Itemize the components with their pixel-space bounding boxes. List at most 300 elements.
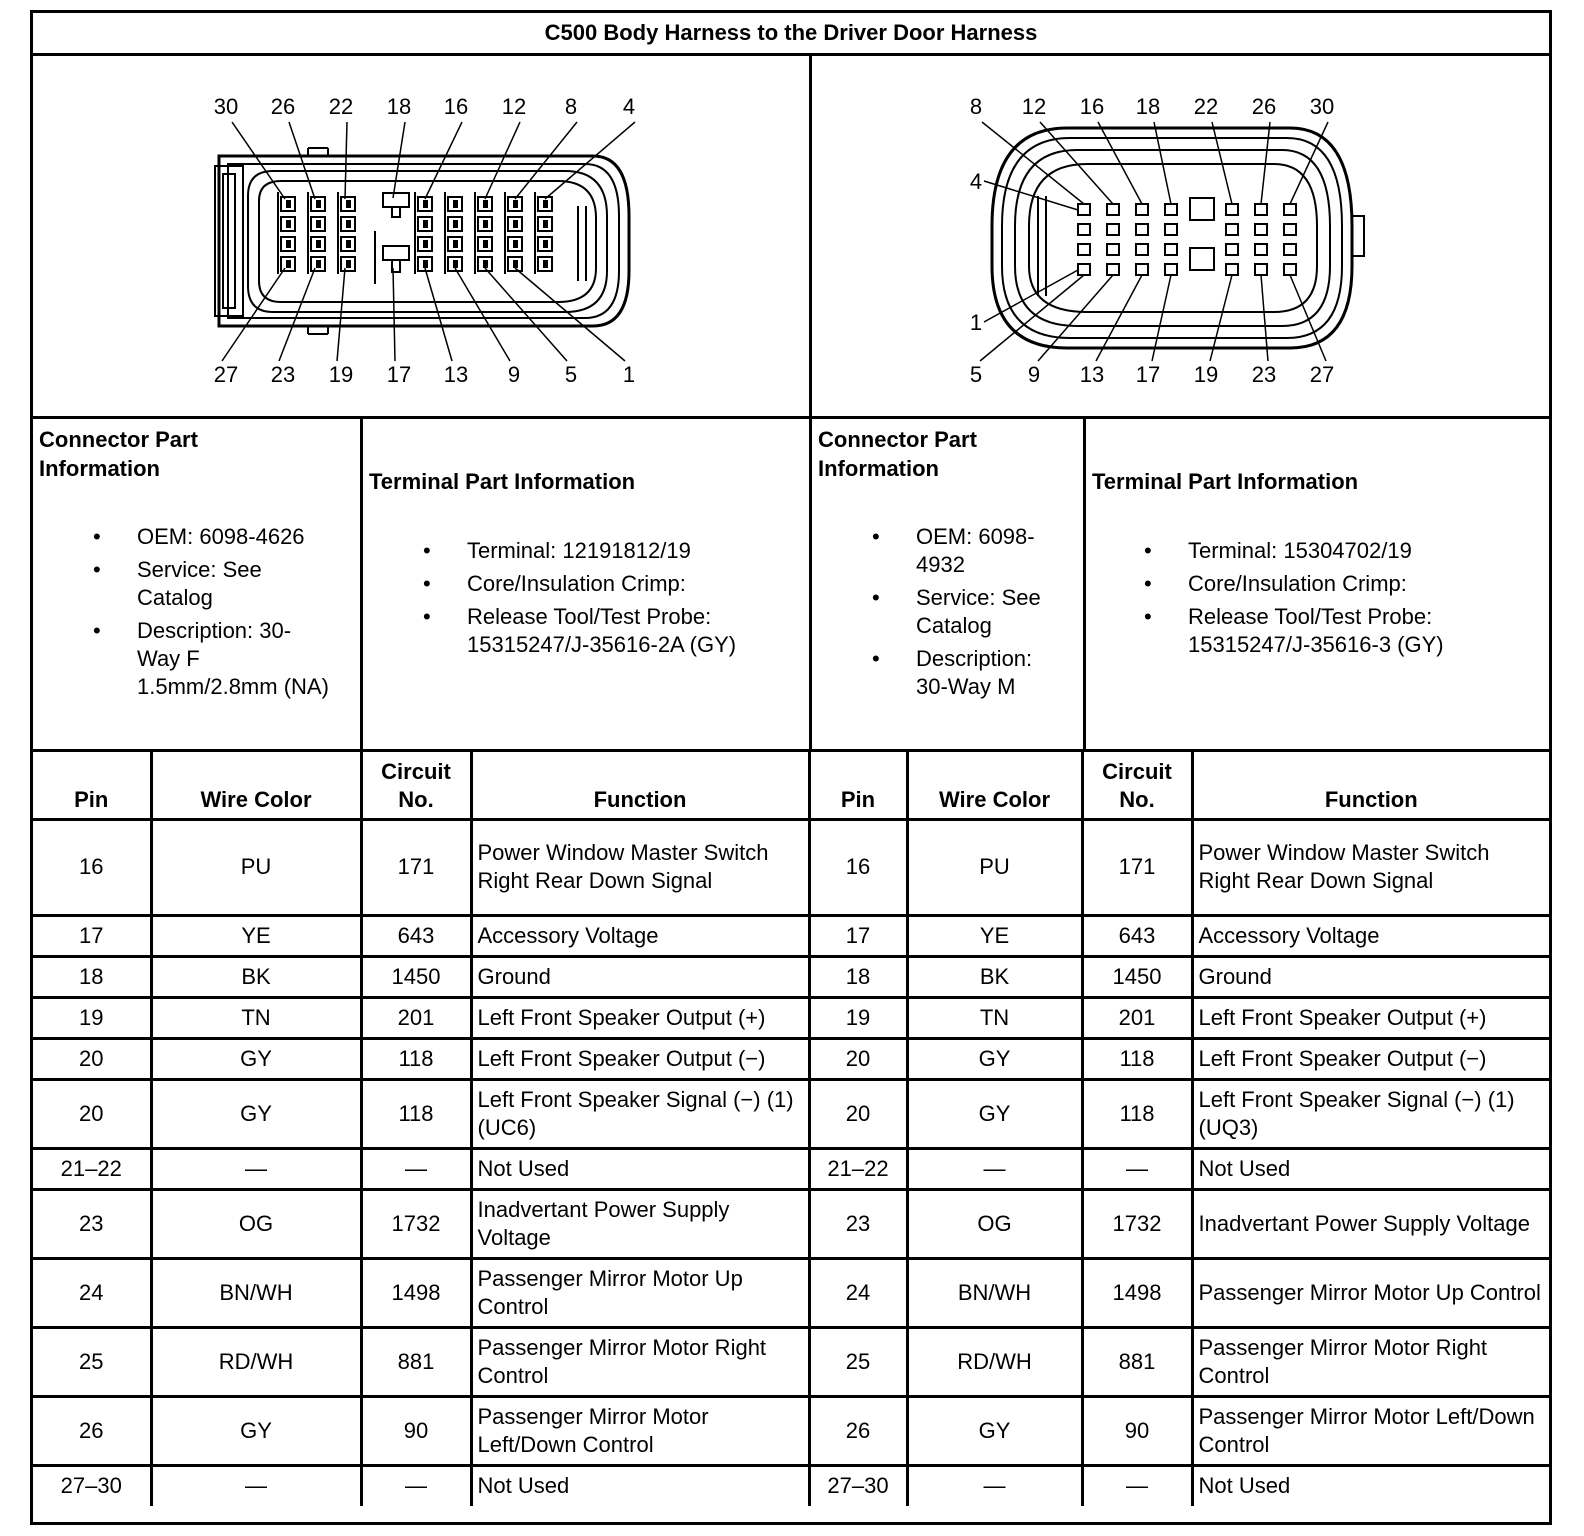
pin-cell: 19 (809, 997, 907, 1038)
circuit-cell: 201 (361, 997, 471, 1038)
terminal-contact (286, 200, 291, 208)
circuit-cell: 118 (1082, 1038, 1192, 1079)
terminal-contact (543, 220, 548, 228)
pin-label-bottom: 1 (622, 362, 636, 387)
leader-line (279, 268, 315, 361)
terminal-pin (1136, 264, 1148, 275)
right-terminal-grid (1078, 204, 1296, 275)
right-connector-info-list (872, 523, 1041, 706)
page-title: C500 Body Harness to the Driver Door Harness (33, 13, 1549, 56)
terminal-pin (1284, 224, 1296, 235)
right-connector-info (812, 419, 1086, 749)
pin-label-bottom: 9 (507, 362, 521, 387)
pin-label-top: 8 (969, 94, 983, 119)
table-row (33, 1038, 1549, 1079)
terminal-pin (1255, 204, 1267, 215)
table-row (33, 1079, 1549, 1148)
harness-document (30, 10, 1552, 1525)
terminal-contact (316, 200, 321, 208)
pin-label-top: 4 (622, 94, 636, 119)
terminal-pin (1165, 244, 1177, 255)
terminal-contact (513, 200, 518, 208)
leader-line (393, 122, 405, 198)
function-cell: Ground (1192, 956, 1549, 997)
header-pin: Pin (809, 749, 907, 819)
terminal-pin (1284, 244, 1296, 255)
release-tool-text: 15315247/J-35616-3 (GY) (1188, 632, 1444, 657)
leader-line (455, 268, 510, 361)
wire-color-cell: — (907, 1148, 1082, 1189)
pin-cell: 19 (33, 997, 151, 1038)
circuit-cell: 118 (361, 1079, 471, 1148)
pin-label-bottom: 17 (386, 362, 412, 387)
left-connector-info-list (93, 523, 329, 706)
circuit-cell: 90 (1082, 1396, 1192, 1465)
function-cell: Passenger Mirror Motor Right Control (471, 1327, 809, 1396)
terminal-pin (1136, 204, 1148, 215)
service-text: Catalog (916, 613, 992, 638)
wire-color-cell: PU (907, 819, 1082, 915)
function-cell: Left Front Speaker Output (+) (1192, 997, 1549, 1038)
terminal-item (1144, 537, 1444, 565)
wire-color-cell: — (907, 1465, 1082, 1506)
wire-color-cell: YE (907, 915, 1082, 956)
pin-label-top: 26 (1251, 94, 1277, 119)
function-cell: Passenger Mirror Motor Right Control (1192, 1327, 1549, 1396)
wire-color-cell: — (151, 1148, 361, 1189)
function-cell: Not Used (471, 1148, 809, 1189)
pin-cell: 16 (809, 819, 907, 915)
leader-line (515, 268, 625, 361)
terminal-pin (1165, 264, 1177, 275)
terminal-pin (1136, 244, 1148, 255)
pin-label-bottom: 13 (443, 362, 469, 387)
bullet: • (1144, 604, 1152, 629)
connector-diagrams (33, 56, 1549, 419)
pin-cell: 21–22 (809, 1148, 907, 1189)
terminal-contact (543, 200, 548, 208)
terminal-pin (1255, 264, 1267, 275)
circuit-cell: 881 (361, 1327, 471, 1396)
leader-line (222, 268, 285, 361)
wire-color-cell: GY (907, 1038, 1082, 1079)
function-cell: Left Front Speaker Signal (−) (1) (UQ3) (1192, 1079, 1549, 1148)
terminal-pin (1255, 244, 1267, 255)
pin-label-bottom: 27 (1309, 362, 1335, 387)
wire-color-cell: GY (151, 1396, 361, 1465)
service-item (93, 556, 329, 612)
wire-color-cell: YE (151, 915, 361, 956)
table-row (33, 1148, 1549, 1189)
heading-line: Connector Part (39, 427, 198, 452)
description-item (872, 645, 1041, 701)
table-header-row (33, 749, 1549, 819)
wire-color-cell: OG (907, 1189, 1082, 1258)
bullet: • (93, 618, 101, 643)
right-terminal-info (1086, 419, 1549, 749)
service-text: Service: See (916, 585, 1041, 610)
pin-label-bottom: 19 (1193, 362, 1219, 387)
wire-color-cell: RD/WH (907, 1327, 1082, 1396)
function-cell: Ground (471, 956, 809, 997)
description-text: 1.5mm/2.8mm (NA) (137, 674, 329, 699)
terminal-contact (346, 220, 351, 228)
pin-cell: 17 (809, 915, 907, 956)
left-connector-drawing (33, 56, 809, 416)
terminal-text: Terminal: 15304702/19 (1188, 538, 1412, 563)
terminal-contact (543, 240, 548, 248)
circuit-cell: — (361, 1148, 471, 1189)
wire-color-cell: PU (151, 819, 361, 915)
terminal-contact (513, 240, 518, 248)
table-row (33, 1327, 1549, 1396)
oem-text: OEM: 6098-4626 (137, 524, 305, 549)
crimp-item (423, 570, 736, 598)
pin-cell: 25 (809, 1327, 907, 1396)
terminal-contact (513, 260, 518, 268)
bullet: • (1144, 538, 1152, 563)
part-information (33, 419, 1549, 752)
header-circuit-line: No. (1119, 786, 1155, 812)
wire-color-cell: BN/WH (151, 1258, 361, 1327)
terminal-contact (423, 260, 428, 268)
header-circuit-line: No. (398, 786, 434, 812)
function-cell: Not Used (1192, 1148, 1549, 1189)
wire-color-cell: OG (151, 1189, 361, 1258)
description-text: Description: (916, 646, 1033, 671)
pin-label-bottom: 23 (270, 362, 296, 387)
terminal-pin (1284, 264, 1296, 275)
function-cell: Not Used (471, 1465, 809, 1506)
right-connector-info-heading (818, 425, 977, 483)
pin-label-top: 26 (270, 94, 296, 119)
circuit-cell: 171 (361, 819, 471, 915)
pin-label-side: 4 (969, 169, 983, 194)
oem-text: 4932 (916, 552, 965, 577)
function-cell: Passenger Mirror Motor Up Control (1192, 1258, 1549, 1327)
terminal-contact (346, 200, 351, 208)
terminal-contact (286, 260, 291, 268)
terminal-pin (1165, 224, 1177, 235)
pin-label-bottom: 27 (213, 362, 239, 387)
pin-label-side: 1 (969, 310, 983, 335)
terminal-pin (1165, 204, 1177, 215)
pin-cell: 26 (33, 1396, 151, 1465)
pin-cell: 27–30 (33, 1465, 151, 1506)
function-cell: Left Front Speaker Output (+) (471, 997, 809, 1038)
terminal-item (423, 537, 736, 565)
leader-line (345, 122, 347, 199)
table-row (33, 956, 1549, 997)
pin-cell: 20 (33, 1038, 151, 1079)
circuit-cell: — (361, 1465, 471, 1506)
bullet: • (93, 524, 101, 549)
table-row (33, 1396, 1549, 1465)
right-terminal-info-list (1144, 537, 1444, 664)
leader-line (515, 122, 577, 199)
function-cell: Left Front Speaker Signal (−) (1) (UC6) (471, 1079, 809, 1148)
terminal-pin (1136, 224, 1148, 235)
terminal-contact (423, 200, 428, 208)
pin-label-top: 18 (1135, 94, 1161, 119)
circuit-cell: 1498 (361, 1258, 471, 1327)
pin-cell: 23 (809, 1189, 907, 1258)
pin-cell: 25 (33, 1327, 151, 1396)
function-cell: Passenger Mirror Motor Left/Down Control (1192, 1396, 1549, 1465)
pin-cell: 18 (33, 956, 151, 997)
leader-line (337, 268, 345, 361)
pin-label-top: 30 (213, 94, 239, 119)
terminal-pin (1078, 224, 1090, 235)
terminal-contact (483, 220, 488, 228)
header-circuit (361, 749, 471, 819)
terminal-pin (1226, 204, 1238, 215)
table-row (33, 1189, 1549, 1258)
pin-cell: 26 (809, 1396, 907, 1465)
release-tool-text: Release Tool/Test Probe: (467, 604, 712, 629)
pin-cell: 20 (33, 1079, 151, 1148)
leader-line (232, 122, 285, 199)
bullet: • (1144, 571, 1152, 596)
crimp-text: Core/Insulation Crimp: (1188, 571, 1407, 596)
terminal-pin (1226, 264, 1238, 275)
pin-cell: 17 (33, 915, 151, 956)
terminal-contact (316, 260, 321, 268)
left-terminal-info-heading: Terminal Part Information (369, 469, 636, 494)
pin-label-top: 16 (1079, 94, 1105, 119)
pin-label-top: 18 (386, 94, 412, 119)
terminal-contact (286, 240, 291, 248)
terminal-pin (1078, 264, 1090, 275)
circuit-cell: 171 (1082, 819, 1192, 915)
bullet: • (423, 604, 431, 629)
terminal-text: Terminal: 12191812/19 (467, 538, 691, 563)
bullet: • (423, 571, 431, 596)
circuit-cell: 881 (1082, 1327, 1192, 1396)
terminal-contact (483, 260, 488, 268)
description-text: Way F (137, 646, 200, 671)
terminal-pin (1226, 224, 1238, 235)
table-row (33, 1258, 1549, 1327)
header-wire-color: Wire Color (907, 749, 1082, 819)
pin-label-bottom: 5 (969, 362, 983, 387)
pin-label-bottom: 19 (328, 362, 354, 387)
terminal-contact (453, 260, 458, 268)
terminal-pin (1284, 204, 1296, 215)
pin-cell: 16 (33, 819, 151, 915)
circuit-cell: 643 (1082, 915, 1192, 956)
pin-label-top: 30 (1309, 94, 1335, 119)
terminal-pin (1078, 204, 1090, 215)
release-tool-text: 15315247/J-35616-2A (GY) (467, 632, 737, 657)
terminal-contact (423, 240, 428, 248)
header-function: Function (1192, 749, 1549, 819)
pin-label-bottom: 17 (1135, 362, 1161, 387)
terminal-contact (316, 240, 321, 248)
function-cell: Power Window Master Switch Right Rear Down Signal (471, 819, 809, 915)
circuit-cell: 1732 (1082, 1189, 1192, 1258)
leader-line (393, 268, 395, 361)
bullet: • (93, 557, 101, 582)
pin-label-top: 22 (1193, 94, 1219, 119)
service-item (872, 584, 1041, 640)
right-terminal-info-heading: Terminal Part Information (1092, 469, 1359, 494)
bullet: • (423, 538, 431, 563)
circuit-cell: — (1082, 1465, 1192, 1506)
leader-line (1290, 122, 1328, 204)
wire-color-cell: GY (151, 1079, 361, 1148)
header-pin: Pin (33, 749, 151, 819)
pin-cell: 23 (33, 1189, 151, 1258)
pin-cell: 20 (809, 1038, 907, 1079)
circuit-cell: 201 (1082, 997, 1192, 1038)
wire-color-cell: GY (151, 1038, 361, 1079)
terminal-contact (453, 240, 458, 248)
leader-line (425, 268, 452, 361)
circuit-cell: 118 (1082, 1079, 1192, 1148)
table-row (33, 915, 1549, 956)
pin-cell: 27–30 (809, 1465, 907, 1506)
circuit-cell: — (1082, 1148, 1192, 1189)
header-circuit-line: Circuit (381, 758, 451, 784)
wire-color-cell: — (151, 1465, 361, 1506)
terminal-pin (1226, 244, 1238, 255)
function-cell: Left Front Speaker Output (−) (1192, 1038, 1549, 1079)
wire-color-cell: RD/WH (151, 1327, 361, 1396)
description-item (93, 617, 329, 701)
function-cell: Inadvertant Power Supply Voltage (471, 1189, 809, 1258)
pin-label-bottom: 9 (1027, 362, 1041, 387)
pin-label-top: 16 (443, 94, 469, 119)
terminal-contact (286, 220, 291, 228)
leader-line (545, 122, 635, 199)
pin-label-top: 12 (1021, 94, 1047, 119)
terminal-pin (1107, 224, 1119, 235)
heading-line: Connector Part (818, 427, 977, 452)
pin-label-bottom: 5 (564, 362, 578, 387)
left-terminal-info-list (423, 537, 737, 664)
header-circuit (1082, 749, 1192, 819)
terminal-pin (1107, 204, 1119, 215)
heading-line: Information (39, 456, 160, 481)
left-terminal-grid (278, 192, 552, 274)
pin-cell: 18 (809, 956, 907, 997)
pin-cell: 20 (809, 1079, 907, 1148)
header-wire-color: Wire Color (151, 749, 361, 819)
terminal-contact (513, 220, 518, 228)
bullet: • (872, 646, 880, 671)
terminal-pin (1255, 224, 1267, 235)
pin-label-top: 22 (328, 94, 354, 119)
pin-cell: 24 (33, 1258, 151, 1327)
wire-color-cell: TN (907, 997, 1082, 1038)
header-function: Function (471, 749, 809, 819)
right-connector-drawing (812, 56, 1549, 416)
release-tool-text: Release Tool/Test Probe: (1188, 604, 1433, 629)
pin-label-bottom: 13 (1079, 362, 1105, 387)
table-row (33, 819, 1549, 915)
circuit-cell: 643 (361, 915, 471, 956)
circuit-cell: 118 (361, 1038, 471, 1079)
terminal-pin (1107, 244, 1119, 255)
terminal-contact (453, 220, 458, 228)
pin-cell: 21–22 (33, 1148, 151, 1189)
function-cell: Inadvertant Power Supply Voltage (1192, 1189, 1549, 1258)
wire-color-cell: TN (151, 997, 361, 1038)
wire-color-cell: BN/WH (907, 1258, 1082, 1327)
terminal-contact (543, 260, 548, 268)
terminal-contact (483, 200, 488, 208)
function-cell: Not Used (1192, 1465, 1549, 1506)
terminal-pin (1078, 244, 1090, 255)
crimp-item (1144, 570, 1444, 598)
terminal-contact (483, 240, 488, 248)
pin-label-bottom: 23 (1251, 362, 1277, 387)
leader-line (289, 122, 315, 199)
function-cell: Accessory Voltage (1192, 915, 1549, 956)
description-text: 30-Way M (916, 674, 1016, 699)
wire-color-cell: GY (907, 1079, 1082, 1148)
right-connector-diagram (812, 56, 1549, 416)
terminal-contact (346, 240, 351, 248)
circuit-cell: 1450 (1082, 956, 1192, 997)
release-tool-item (423, 603, 737, 659)
pin-label-top: 8 (564, 94, 578, 119)
function-cell: Left Front Speaker Output (−) (471, 1038, 809, 1079)
table-row (33, 1465, 1549, 1506)
terminal-contact (346, 260, 351, 268)
oem-item (872, 523, 1041, 579)
pin-cell: 24 (809, 1258, 907, 1327)
oem-text: OEM: 6098- (916, 524, 1035, 549)
crimp-text: Core/Insulation Crimp: (467, 571, 686, 596)
description-text: Description: 30- (137, 618, 292, 643)
wire-color-cell: GY (907, 1396, 1082, 1465)
bullet: • (872, 585, 880, 610)
terminal-contact (316, 220, 321, 228)
header-circuit-line: Circuit (1102, 758, 1172, 784)
function-cell: Passenger Mirror Motor Up Control (471, 1258, 809, 1327)
release-tool-item (1144, 603, 1444, 659)
service-text: Service: See (137, 557, 262, 582)
pin-label-top: 12 (501, 94, 527, 119)
function-cell: Passenger Mirror Motor Left/Down Control (471, 1396, 809, 1465)
terminal-contact (423, 220, 428, 228)
circuit-cell: 90 (361, 1396, 471, 1465)
circuit-cell: 1450 (361, 956, 471, 997)
left-connector-info (33, 419, 363, 749)
leader-line (425, 122, 462, 199)
service-text: Catalog (137, 585, 213, 610)
circuit-cell: 1498 (1082, 1258, 1192, 1327)
left-connector-info-heading (39, 425, 198, 483)
function-cell: Accessory Voltage (471, 915, 809, 956)
oem-item (93, 523, 329, 551)
circuit-cell: 1732 (361, 1189, 471, 1258)
table-row (33, 997, 1549, 1038)
left-terminal-info (363, 419, 812, 749)
heading-line: Information (818, 456, 939, 481)
function-cell: Power Window Master Switch Right Rear Down Signal (1192, 819, 1549, 915)
bullet: • (872, 524, 880, 549)
wire-color-cell: BK (151, 956, 361, 997)
leader-line (485, 122, 520, 199)
pinout-table (33, 749, 1549, 1506)
terminal-pin (1107, 264, 1119, 275)
left-connector-diagram (33, 56, 812, 416)
leader-line (485, 268, 567, 361)
wire-color-cell: BK (907, 956, 1082, 997)
